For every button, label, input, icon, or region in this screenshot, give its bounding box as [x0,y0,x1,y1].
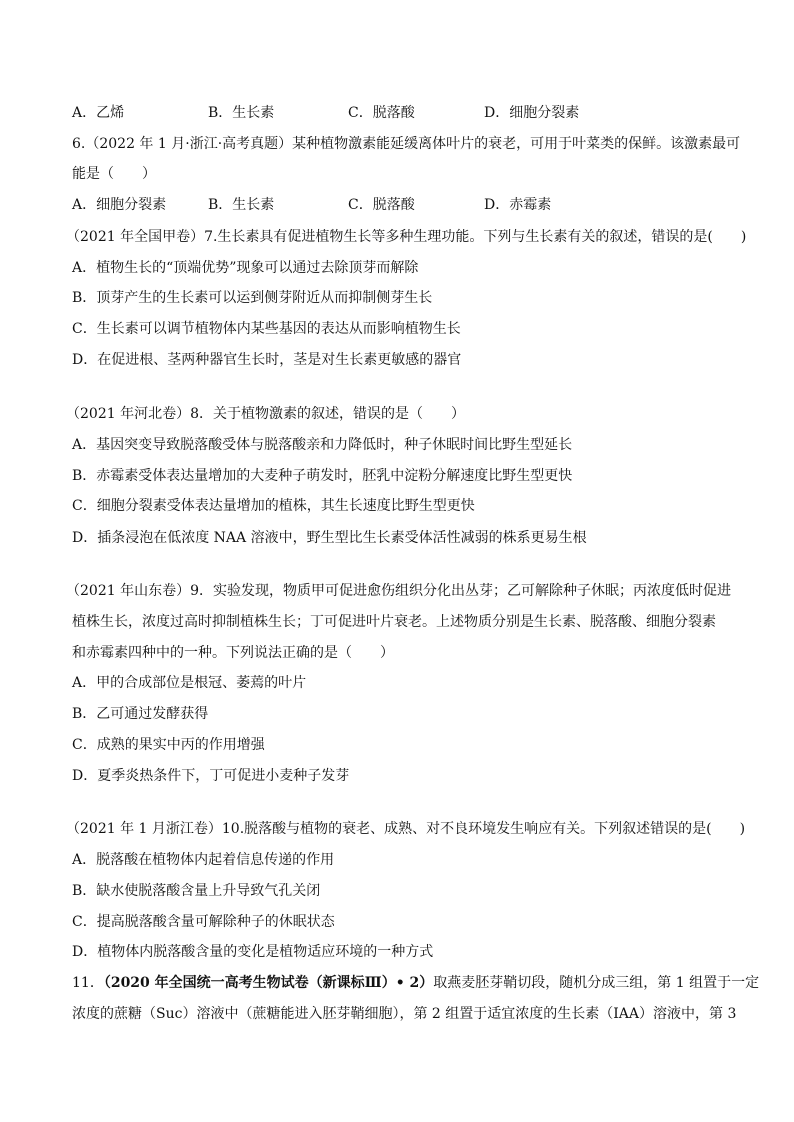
q7-stem: （2021 年全国甲卷）7.生长素具有促进植物生长等多种生理功能。下列与生长素有关的叙述，错误的是( ) [66,229,747,245]
q5-option-d: D．细胞分裂素 [484,105,580,121]
q9-stem-line-3: 和赤霉素四种中的一种。下列说法正确的是（ ） [72,645,394,661]
q9-option-a: A．甲的合成部位是根冠、萎蔫的叶片 [72,675,307,691]
q9-option-c: C．成熟的果实中丙的作用增强 [72,737,265,753]
q10-option-d: D．植物体内脱落酸含量的变化是植物适应环境的一种方式 [72,944,434,960]
q8-option-a: A．基因突变导致脱落酸受体与脱落酸亲和力降低时，种子休眠时间比野生型延长 [72,437,573,453]
q7-option-b: B．顶芽产生的生长素可以运到侧芽附近从而抑制侧芽生长 [72,290,433,306]
q5-options [72,102,579,124]
q7-option-c: C．生长素可以调节植物体内某些基因的表达从而影响植物生长 [72,321,461,337]
q6-options [72,194,551,216]
q9-stem-line-2: 植株生长，浓度过高时抑制植株生长；丁可促进叶片衰老。上述物质分别是生长素、脱落酸、细胞分裂素 [72,614,716,630]
q11-stem-line-1 [72,972,759,994]
q7-option-a: A．植物生长的“顶端优势”现象可以通过去除顶芽而解除 [72,260,419,276]
q9-option-b: B．乙可通过发酵获得 [72,706,209,722]
q11-number: 11． [72,975,104,991]
q11-stem-line-2: 浓度的蔗糖（Suc）溶液中（蔗糖能进入胚芽鞘细胞），第 2 组置于适宜浓度的生长素（IAA）溶液中，第 3 [72,1006,737,1022]
q6-stem-line-2: 能是（ ） [72,166,156,182]
q7-option-d: D．在促进根、茎两种器官生长时，茎是对生长素更敏感的器官 [72,352,462,368]
q10-stem: （2021 年 1 月浙江卷）10.脱落酸与植物的衰老、成熟、对不良环境发生响应有关。下列叙述错误的是( ) [66,821,746,837]
q9-stem-line-1: （2021 年山东卷）9．实验发现，物质甲可促进愈伤组织分化出丛芽；乙可解除种子休眠；丙浓度低时促进 [66,583,731,599]
q8-option-c: C．细胞分裂素受体表达量增加的植株，其生长速度比野生型更快 [72,498,475,514]
q6-stem-line-1: 6.（2022 年 1 月·浙江·高考真题）某种植物激素能延缓离体叶片的衰老，可用于叶菜类的保鲜。该激素最可 [72,136,741,152]
q8-stem: （2021 年河北卷）8．关于植物激素的叙述，错误的是（ ） [66,406,465,422]
q10-option-c: C．提高脱落酸含量可解除种子的休眠状态 [72,914,335,930]
q8-option-d: D．插条浸泡在低浓度 NAA 溶液中，野生型比生长素受体活性减弱的株系更易生根 [72,530,587,546]
q10-option-a: A．脱落酸在植物体内起着信息传递的作用 [72,852,335,868]
q5-option-b: B．生长素 [208,105,275,121]
q9-option-d: D．夏季炎热条件下，丁可促进小麦种子发芽 [72,768,350,784]
q10-option-b: B．缺水使脱落酸含量上升导致气孔关闭 [72,883,321,899]
q6-option-b: B．生长素 [208,197,275,213]
q6-option-d: D．赤霉素 [484,197,552,213]
q6-option-c: C．脱落酸 [348,197,415,213]
q6-option-a: A．细胞分裂素 [72,197,167,213]
q8-option-b: B．赤霉素受体表达量增加的大麦种子萌发时，胚乳中淀粉分解速度比野生型更快 [72,468,573,484]
q5-option-a: A．乙烯 [72,105,125,121]
q11-source: （2020 年全国统一高考生物试卷（新课标Ⅲ）• 2） [103,975,434,991]
q5-option-c: C．脱落酸 [348,105,415,121]
q11-stem-line-1-rest: 取燕麦胚芽鞘切段，随机分成三组，第 1 组置于一定 [433,975,760,991]
